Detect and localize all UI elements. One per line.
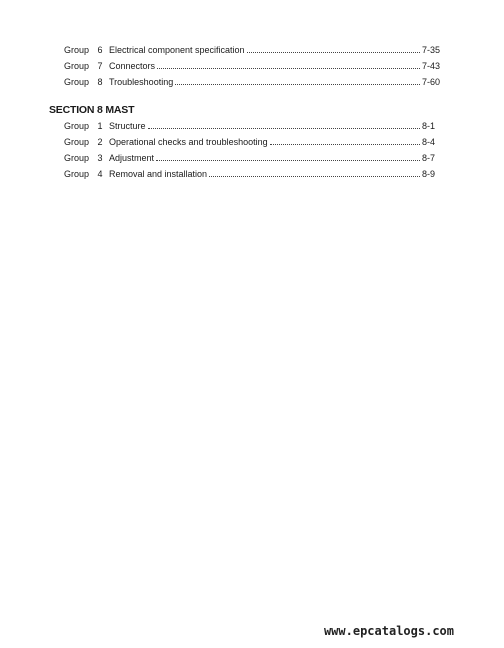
toc-group-label: Group <box>64 169 90 179</box>
toc-entry[interactable] <box>64 45 444 61</box>
toc-group-number: 8 <box>97 77 103 87</box>
section-heading: SECTION 8 MAST <box>49 104 135 116</box>
toc-page-number: 7-60 <box>422 77 441 87</box>
toc-group-label: Group <box>64 153 90 163</box>
watermark-link[interactable]: www.epcatalogs.com <box>323 624 454 638</box>
toc-entry[interactable] <box>64 77 444 93</box>
dot-leader <box>156 159 420 161</box>
toc-entry[interactable] <box>64 153 444 169</box>
toc-group-label: Group <box>64 45 90 55</box>
dot-leader <box>209 175 420 177</box>
dot-leader <box>157 67 420 69</box>
toc-page-number: 7-43 <box>422 61 441 71</box>
toc-entry-title: Adjustment <box>109 153 155 163</box>
toc-entry[interactable] <box>64 169 444 185</box>
toc-group-number: 2 <box>97 137 103 147</box>
dot-leader <box>175 83 420 85</box>
toc-entry[interactable] <box>64 137 444 153</box>
toc-group-number: 4 <box>97 169 103 179</box>
toc-group-label: Group <box>64 77 90 87</box>
toc-group-label: Group <box>64 121 90 131</box>
toc-entry-title: Troubleshooting <box>109 77 174 87</box>
toc-group-number: 3 <box>97 153 103 163</box>
toc-section-7-continued <box>64 45 444 93</box>
dot-leader <box>148 127 420 129</box>
toc-page-number: 7-35 <box>422 45 441 55</box>
toc-entry[interactable] <box>64 61 444 77</box>
toc-page-number: 8-7 <box>422 153 436 163</box>
toc-group-label: Group <box>64 137 90 147</box>
toc-entry-title: Removal and installation <box>109 169 208 179</box>
toc-group-number: 1 <box>97 121 103 131</box>
toc-entry[interactable] <box>64 121 444 137</box>
toc-group-number: 7 <box>97 61 103 71</box>
toc-entry-title: Electrical component specification <box>109 45 245 55</box>
toc-entry-title: Structure <box>109 121 146 131</box>
toc-section-8 <box>64 121 444 185</box>
toc-page-number: 8-1 <box>422 121 436 131</box>
toc-group-label: Group <box>64 61 90 71</box>
toc-page-number: 8-9 <box>422 169 436 179</box>
dot-leader <box>247 51 420 53</box>
toc-group-number: 6 <box>97 45 103 55</box>
toc-entry-title: Connectors <box>109 61 156 71</box>
dot-leader <box>270 143 420 145</box>
toc-entry-title: Operational checks and troubleshooting <box>109 137 268 147</box>
toc-page-number: 8-4 <box>422 137 436 147</box>
